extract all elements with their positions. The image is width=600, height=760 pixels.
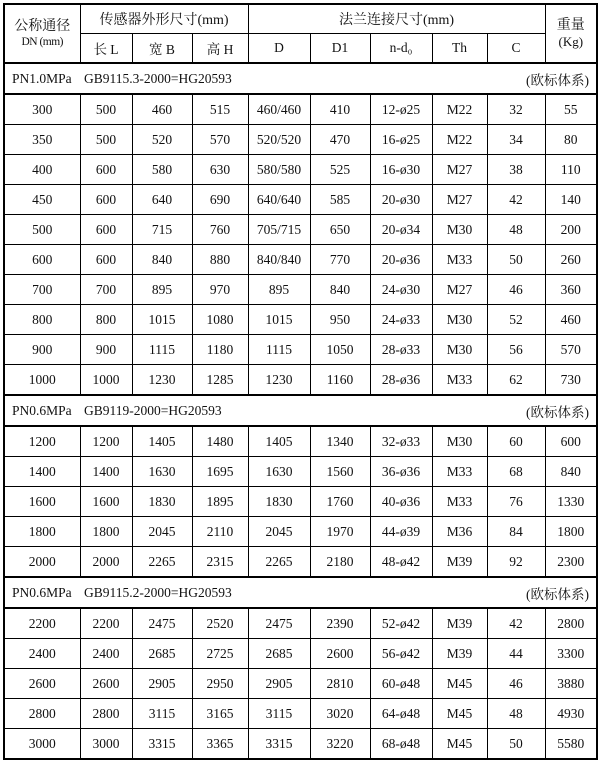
table-cell: 56 (487, 335, 545, 365)
table-cell: 2000 (80, 547, 132, 578)
spec-table-header (4, 4, 597, 63)
table-cell: M45 (432, 699, 487, 729)
table-cell: 1285 (192, 365, 248, 396)
spec-table-body (4, 63, 597, 759)
table-row (4, 215, 597, 245)
table-cell: 140 (545, 185, 597, 215)
table-cell: 460 (545, 305, 597, 335)
table-cell: 12-ø25 (370, 94, 432, 125)
table-cell: 38 (487, 155, 545, 185)
table-row (4, 487, 597, 517)
table-cell: 3880 (545, 669, 597, 699)
table-cell: 580/580 (248, 155, 310, 185)
table-cell: M39 (432, 639, 487, 669)
table-cell: 700 (4, 275, 80, 305)
table-cell: 55 (545, 94, 597, 125)
table-cell: 2200 (80, 608, 132, 639)
table-cell: M27 (432, 185, 487, 215)
table-row (4, 335, 597, 365)
table-cell: 2600 (80, 669, 132, 699)
table-cell: 2810 (310, 669, 370, 699)
table-row (4, 457, 597, 487)
table-cell: 1050 (310, 335, 370, 365)
table-cell: M33 (432, 487, 487, 517)
table-cell: 600 (80, 185, 132, 215)
table-cell: 2475 (132, 608, 192, 639)
table-cell: 1830 (248, 487, 310, 517)
table-cell: 800 (80, 305, 132, 335)
table-cell: 80 (545, 125, 597, 155)
table-cell: M30 (432, 305, 487, 335)
section-pressure: PN0.6MPa (12, 584, 72, 600)
table-cell: 585 (310, 185, 370, 215)
table-cell: 2400 (4, 639, 80, 669)
table-cell: 950 (310, 305, 370, 335)
table-row (4, 517, 597, 547)
table-cell: 20-ø30 (370, 185, 432, 215)
table-cell: 2475 (248, 608, 310, 639)
table-cell: M30 (432, 215, 487, 245)
header-col-d1: D1 (310, 34, 370, 64)
table-cell: 52 (487, 305, 545, 335)
table-cell: 520/520 (248, 125, 310, 155)
table-cell: 1560 (310, 457, 370, 487)
section-header-cell (4, 395, 597, 426)
table-cell: 2000 (4, 547, 80, 578)
section-pressure: PN0.6MPa (12, 402, 72, 418)
table-cell: 16-ø25 (370, 125, 432, 155)
table-cell: 1405 (132, 426, 192, 457)
table-cell: 970 (192, 275, 248, 305)
table-cell: 840 (132, 245, 192, 275)
table-cell: 895 (132, 275, 192, 305)
table-cell: 840 (545, 457, 597, 487)
table-cell: 1000 (80, 365, 132, 396)
table-cell: M22 (432, 125, 487, 155)
table-cell: 1630 (132, 457, 192, 487)
table-cell: 600 (4, 245, 80, 275)
table-row (4, 547, 597, 578)
table-cell: 28-ø36 (370, 365, 432, 396)
table-cell: 500 (4, 215, 80, 245)
table-cell: 2265 (248, 547, 310, 578)
table-cell: M30 (432, 335, 487, 365)
header-sensor-group: 传感器外形尺寸(mm) (80, 4, 248, 34)
table-cell: 2905 (132, 669, 192, 699)
table-cell: 2600 (310, 639, 370, 669)
table-cell: 1200 (4, 426, 80, 457)
table-cell: M33 (432, 365, 487, 396)
table-cell: 60 (487, 426, 545, 457)
section-header-cell (4, 63, 597, 94)
table-cell: 5580 (545, 729, 597, 760)
table-cell: 3115 (132, 699, 192, 729)
table-cell: 3115 (248, 699, 310, 729)
table-cell: 3000 (4, 729, 80, 760)
table-cell: 2180 (310, 547, 370, 578)
table-cell: 32 (487, 94, 545, 125)
table-cell: 570 (545, 335, 597, 365)
table-cell: 520 (132, 125, 192, 155)
table-cell: 1230 (132, 365, 192, 396)
table-cell: 630 (192, 155, 248, 185)
table-cell: 600 (545, 426, 597, 457)
section-note: (欧标体系) (526, 404, 590, 420)
table-cell: 1400 (4, 457, 80, 487)
table-cell: 20-ø36 (370, 245, 432, 275)
table-cell: 3365 (192, 729, 248, 760)
table-row (4, 185, 597, 215)
header-weight-unit: (Kg) (558, 34, 584, 50)
table-cell: 1180 (192, 335, 248, 365)
table-cell: 68-ø48 (370, 729, 432, 760)
table-cell: 2800 (545, 608, 597, 639)
header-col-nd0: n-d₀ (370, 34, 432, 64)
table-row (4, 245, 597, 275)
table-cell: 600 (80, 245, 132, 275)
table-cell: 400 (4, 155, 80, 185)
table-row (4, 94, 597, 125)
table-cell: 3000 (80, 729, 132, 760)
table-cell: 470 (310, 125, 370, 155)
table-cell: 46 (487, 275, 545, 305)
table-cell: 44 (487, 639, 545, 669)
table-row (4, 426, 597, 457)
header-col-c: C (487, 34, 545, 64)
table-cell: 525 (310, 155, 370, 185)
section-header-row (4, 395, 597, 426)
table-cell: 46 (487, 669, 545, 699)
table-cell: 42 (487, 185, 545, 215)
table-cell: 1800 (80, 517, 132, 547)
table-row (4, 699, 597, 729)
table-cell: 2685 (132, 639, 192, 669)
table-cell: 28-ø33 (370, 335, 432, 365)
table-cell: M27 (432, 275, 487, 305)
header-row-groups (4, 4, 597, 34)
table-cell: 450 (4, 185, 80, 215)
table-cell: 4930 (545, 699, 597, 729)
table-row (4, 669, 597, 699)
table-cell: 1015 (132, 305, 192, 335)
table-cell: 1895 (192, 487, 248, 517)
table-cell: M22 (432, 94, 487, 125)
table-cell: 2045 (248, 517, 310, 547)
table-cell: 1015 (248, 305, 310, 335)
table-cell: 1405 (248, 426, 310, 457)
section-header-cell (4, 577, 597, 608)
table-cell: 34 (487, 125, 545, 155)
table-cell: 570 (192, 125, 248, 155)
section-standard: GB9115.2-2000=HG20593 (84, 584, 232, 600)
table-cell: 460 (132, 94, 192, 125)
table-cell: 2400 (80, 639, 132, 669)
table-cell: M27 (432, 155, 487, 185)
spec-table (3, 3, 598, 760)
table-cell: M39 (432, 608, 487, 639)
table-cell: 3315 (248, 729, 310, 760)
header-dn-unit: DN (mm) (21, 36, 64, 49)
table-cell: 2045 (132, 517, 192, 547)
table-cell: 1600 (80, 487, 132, 517)
table-cell: 60-ø48 (370, 669, 432, 699)
table-cell: 92 (487, 547, 545, 578)
table-cell: 2600 (4, 669, 80, 699)
table-cell: 2800 (80, 699, 132, 729)
table-cell: 515 (192, 94, 248, 125)
table-cell: 48 (487, 215, 545, 245)
table-cell: 3165 (192, 699, 248, 729)
table-cell: 68 (487, 457, 545, 487)
table-cell: 42 (487, 608, 545, 639)
table-cell: 1160 (310, 365, 370, 396)
table-cell: 1200 (80, 426, 132, 457)
table-cell: 20-ø34 (370, 215, 432, 245)
table-row (4, 365, 597, 396)
table-cell: 900 (80, 335, 132, 365)
table-cell: 840 (310, 275, 370, 305)
table-row (4, 608, 597, 639)
section-standard: GB9115.3-2000=HG20593 (84, 70, 232, 86)
table-cell: 360 (545, 275, 597, 305)
table-cell: 2200 (4, 608, 80, 639)
table-cell: 1400 (80, 457, 132, 487)
table-cell: 650 (310, 215, 370, 245)
table-cell: 16-ø30 (370, 155, 432, 185)
table-cell: 840/840 (248, 245, 310, 275)
table-cell: 48-ø42 (370, 547, 432, 578)
table-cell: 700 (80, 275, 132, 305)
table-cell: 1760 (310, 487, 370, 517)
table-cell: 1630 (248, 457, 310, 487)
table-cell: 50 (487, 729, 545, 760)
header-col-th: Th (432, 34, 487, 64)
section-note: (欧标体系) (526, 72, 590, 88)
table-cell: 500 (80, 94, 132, 125)
header-dn-title: 公称通径 (14, 18, 71, 34)
section-pressure: PN1.0MPa (12, 70, 72, 86)
table-cell: 1115 (248, 335, 310, 365)
section-header-row (4, 577, 597, 608)
table-cell: M30 (432, 426, 487, 457)
header-dn (4, 4, 80, 63)
table-cell: M39 (432, 547, 487, 578)
table-cell: 580 (132, 155, 192, 185)
table-cell: M45 (432, 729, 487, 760)
table-cell: 895 (248, 275, 310, 305)
header-col-width: 宽 B (132, 34, 192, 64)
table-cell: 715 (132, 215, 192, 245)
table-cell: 2110 (192, 517, 248, 547)
table-cell: 640/640 (248, 185, 310, 215)
table-cell: 2265 (132, 547, 192, 578)
table-cell: 84 (487, 517, 545, 547)
table-cell: 1000 (4, 365, 80, 396)
table-cell: 705/715 (248, 215, 310, 245)
table-cell: 2315 (192, 547, 248, 578)
table-row (4, 639, 597, 669)
table-cell: 1480 (192, 426, 248, 457)
table-cell: 800 (4, 305, 80, 335)
header-col-length: 长 L (80, 34, 132, 64)
table-cell: 64-ø48 (370, 699, 432, 729)
table-cell: 880 (192, 245, 248, 275)
table-cell: 300 (4, 94, 80, 125)
table-cell: 3220 (310, 729, 370, 760)
table-cell: 110 (545, 155, 597, 185)
table-cell: 1230 (248, 365, 310, 396)
table-cell: 1970 (310, 517, 370, 547)
table-cell: 1330 (545, 487, 597, 517)
table-row (4, 275, 597, 305)
table-cell: 2300 (545, 547, 597, 578)
table-cell: 760 (192, 215, 248, 245)
table-cell: 24-ø33 (370, 305, 432, 335)
table-cell: 2520 (192, 608, 248, 639)
table-cell: 1695 (192, 457, 248, 487)
table-cell: 48 (487, 699, 545, 729)
header-col-d: D (248, 34, 310, 64)
table-cell: 36-ø36 (370, 457, 432, 487)
table-cell: 1340 (310, 426, 370, 457)
table-cell: 62 (487, 365, 545, 396)
table-cell: 56-ø42 (370, 639, 432, 669)
table-cell: M33 (432, 245, 487, 275)
table-cell: 76 (487, 487, 545, 517)
table-cell: 32-ø33 (370, 426, 432, 457)
table-cell: M33 (432, 457, 487, 487)
header-flange-group: 法兰连接尺寸(mm) (248, 4, 545, 34)
table-cell: 640 (132, 185, 192, 215)
table-cell: 2685 (248, 639, 310, 669)
table-cell: 2950 (192, 669, 248, 699)
table-cell: 410 (310, 94, 370, 125)
table-cell: 2905 (248, 669, 310, 699)
header-weight-title: 重量 (556, 17, 585, 33)
table-cell: 730 (545, 365, 597, 396)
table-cell: 1800 (4, 517, 80, 547)
header-col-height: 高 H (192, 34, 248, 64)
table-cell: M45 (432, 669, 487, 699)
table-cell: 1115 (132, 335, 192, 365)
table-row (4, 155, 597, 185)
table-cell: 900 (4, 335, 80, 365)
table-cell: 600 (80, 155, 132, 185)
table-cell: 1800 (545, 517, 597, 547)
table-row (4, 729, 597, 760)
table-cell: 2390 (310, 608, 370, 639)
section-note: (欧标体系) (526, 586, 590, 602)
table-cell: 1830 (132, 487, 192, 517)
table-cell: 3020 (310, 699, 370, 729)
table-cell: 44-ø39 (370, 517, 432, 547)
table-cell: M36 (432, 517, 487, 547)
table-cell: 3315 (132, 729, 192, 760)
table-cell: 40-ø36 (370, 487, 432, 517)
section-header-row (4, 63, 597, 94)
table-cell: 1080 (192, 305, 248, 335)
table-cell: 460/460 (248, 94, 310, 125)
table-cell: 350 (4, 125, 80, 155)
table-cell: 200 (545, 215, 597, 245)
header-weight (545, 4, 597, 63)
table-cell: 260 (545, 245, 597, 275)
table-cell: 50 (487, 245, 545, 275)
table-cell: 500 (80, 125, 132, 155)
table-cell: 1600 (4, 487, 80, 517)
table-cell: 600 (80, 215, 132, 245)
table-row (4, 125, 597, 155)
table-cell: 2800 (4, 699, 80, 729)
table-cell: 52-ø42 (370, 608, 432, 639)
table-cell: 2725 (192, 639, 248, 669)
section-standard: GB9119-2000=HG20593 (84, 402, 222, 418)
table-row (4, 305, 597, 335)
header-row-columns (4, 34, 597, 64)
table-cell: 770 (310, 245, 370, 275)
table-cell: 690 (192, 185, 248, 215)
table-cell: 24-ø30 (370, 275, 432, 305)
table-cell: 3300 (545, 639, 597, 669)
